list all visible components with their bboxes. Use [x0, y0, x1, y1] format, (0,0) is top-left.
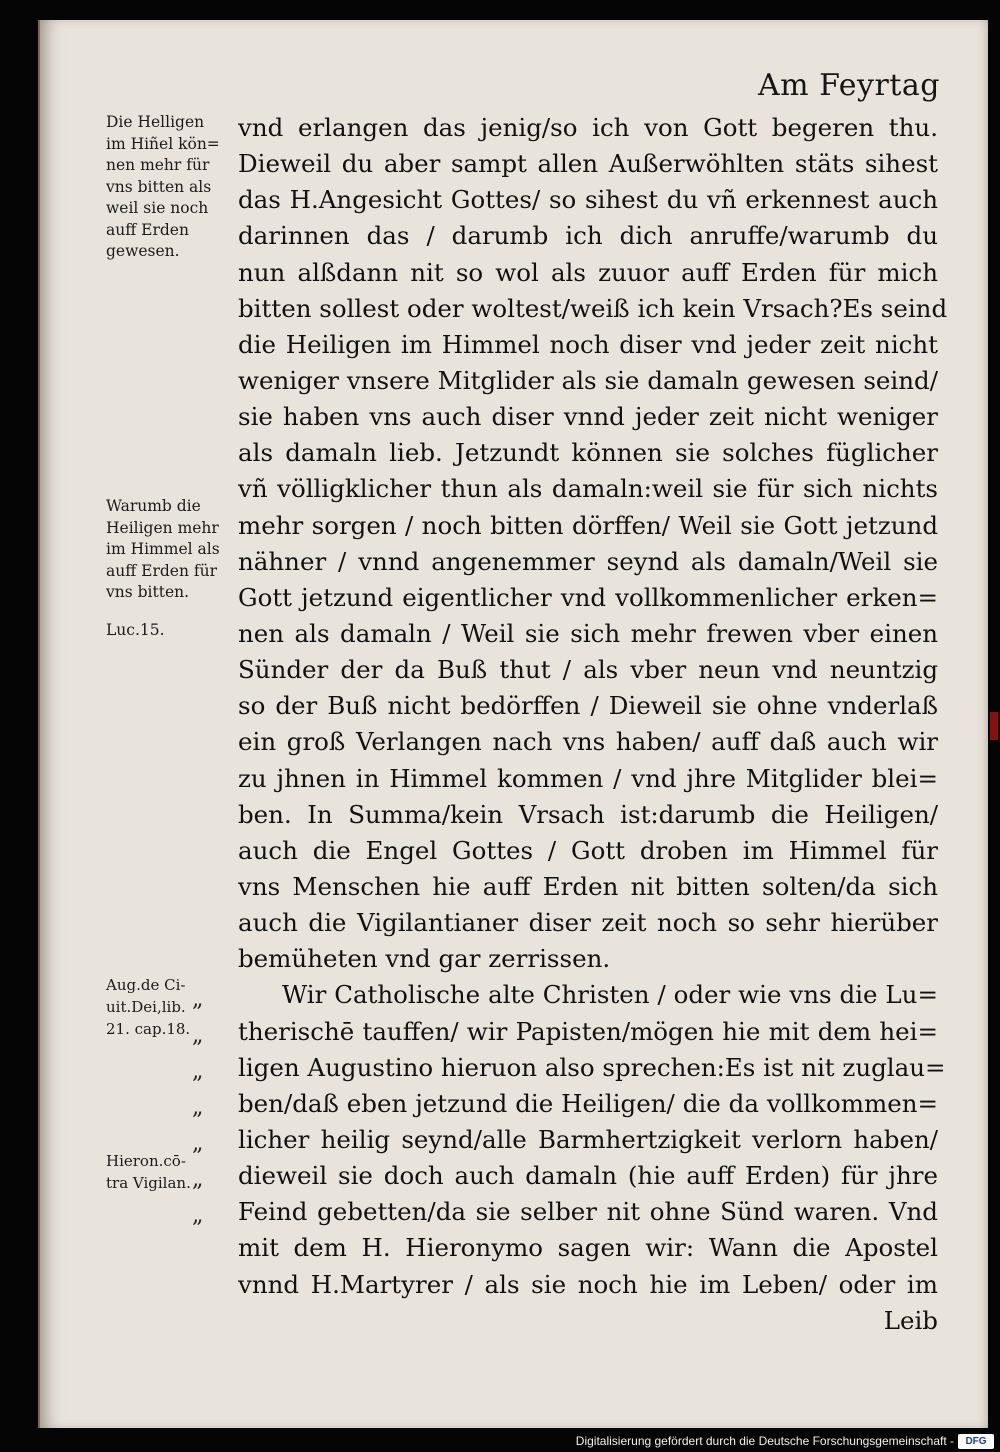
funding-credit: Digitalisierung gefördert durch die Deutsche Forschungsgemeinschaft - [575, 1434, 954, 1448]
text-line: ligen Augustino hieruon also sprechen:Es ist nit zuglau= [238, 1052, 946, 1082]
text-line: ben. In Summa/kein Vrsach ist:darumb die Heiligen/ [238, 799, 938, 829]
marginal-line: vns bitten. [106, 583, 190, 601]
text-line: mit dem H. Hieronymo sagen wir: Wann die Apostel [238, 1233, 938, 1263]
text-line: bitten sollest oder woltest/weiß ich kein Vrsach?Es seind [238, 293, 948, 323]
marginal-line: tra Vigilan. [106, 1174, 191, 1192]
text-line: ein groß Verlangen nach vns haben/ auff daß auch wir [238, 727, 938, 757]
text-line: vns Menschen hie auff Erden nit bitten solten/da sich [238, 871, 938, 901]
running-title: Am Feyrtag [757, 68, 940, 103]
marginal-line: weil sie noch [106, 199, 209, 217]
text-line: vnnd H.Martyrer / als sie noch hie im Leben/ oder im [238, 1269, 938, 1299]
text-line: auch die Engel Gottes / Gott droben im Himmel für [238, 835, 938, 865]
quotation-mark: „ [192, 1095, 204, 1120]
marginal-line: im Hiñel kön= [106, 134, 220, 153]
text-line: das H.Angesicht Gottes/ so sihest du vñ erkennest auch [238, 185, 938, 215]
footer-bar [0, 1430, 1000, 1452]
marginal-line: Die Helligen [106, 113, 205, 131]
marginal-note-jerome [106, 1150, 236, 1194]
text-line: mehr sorgen / noch bitten dörffen/ Weil sie Gott jetzund [238, 510, 938, 540]
body-text [238, 110, 948, 1339]
quotation-mark: „ [192, 1203, 204, 1228]
marginal-line: gewesen. [106, 242, 180, 260]
text-line: Dieweil du aber sampt allen Außerwöhlten stäts sihest [238, 149, 938, 179]
quotation-mark: „ [192, 987, 204, 1012]
marginal-line: Luc.15. [106, 621, 165, 639]
text-line: nähner / vnnd angenemmer seynd als damaln/Weil sie [238, 546, 938, 576]
marginal-line: uit.Dei,lib. [106, 998, 186, 1016]
catchword: Leib [883, 1305, 938, 1335]
marginal-note-saints-pray [106, 112, 236, 263]
marginal-line: Aug.de Ci- [106, 976, 186, 994]
text-line: Wir Catholische alte Christen / oder wie vns die Lu= [282, 980, 938, 1010]
text-line: vnd erlangen das jenig/so ich von Gott begeren thu. [238, 113, 938, 142]
text-line: nen als damaln / Weil sie sich mehr frewen vber einen [238, 618, 938, 648]
text-line: ben/daß eben jetzund die Heiligen/ die da vollkommen= [238, 1088, 938, 1118]
text-line: zu jhnen in Himmel kommen / vnd jhre Mitglider blei= [238, 763, 938, 793]
marginal-note-luke [106, 620, 236, 642]
text-line: Gott jetzund eigentlicher vnd vollkommenlicher erken= [238, 582, 938, 612]
text-line: nun alßdann nit so wol als zuuor auff Erden für mich [238, 257, 938, 287]
text-line: darinnen das / darumb ich dich anruffe/warumb du [238, 221, 938, 251]
text-line: Sünder der da Buß thut / als vber neun vnd neuntzig [238, 655, 938, 685]
quotation-mark: „ [192, 1023, 204, 1048]
marginal-line: 21. cap.18. [106, 1020, 191, 1038]
marginal-line: auff Erden [106, 220, 189, 239]
text-line: die Heiligen im Himmel noch diser vnd jeder zeit nicht [238, 329, 938, 359]
marginal-line: vns bitten als [106, 177, 212, 196]
marginal-line: Heiligen mehr [106, 518, 219, 537]
text-line: bemüheten vnd gar zerrissen. [238, 944, 611, 974]
marginal-line: im Himmel als [106, 540, 220, 558]
text-line: sie haben vns auch diser vnnd jeder zeit nicht weniger [238, 402, 938, 432]
quotation-mark: „ [192, 1167, 204, 1192]
text-line: auch die Vigilantianer diser zeit noch so sehr hierüber [238, 908, 938, 938]
text-line: so der Buß nicht bedörffen / Dieweil sie ohne vnderlaß [238, 691, 938, 721]
text-line: als damaln lieb. Jetzundt können sie solches füglicher [238, 438, 938, 468]
marginal-note-why-saints [106, 496, 236, 604]
marginal-line: Warumb die [106, 497, 201, 515]
page-edge-marker [990, 712, 998, 740]
text-line: therischē tauffen/ wir Papisten/mögen hie mit dem hei= [238, 1016, 938, 1046]
text-line: weniger vnsere Mitglider als sie damaln gewesen seind/ [238, 365, 938, 395]
dfg-logo-icon: DFG [958, 1434, 994, 1449]
quotation-mark: „ [192, 1131, 204, 1156]
marginal-line: auff Erden für [106, 561, 218, 580]
text-line: Feind gebetten/da sie selber nit ohne Sünd waren. Vnd [238, 1197, 938, 1227]
marginal-note-augustine [106, 974, 236, 1040]
text-line: vñ völligklicher thun als damaln:weil sie für sich nichts [238, 474, 938, 504]
marginal-line: nen mehr für [106, 156, 210, 174]
marginal-line: Hieron.cō- [106, 1152, 186, 1170]
text-line: dieweil sie doch auch damaln (hie auff Erden) für jhre [238, 1161, 938, 1191]
text-line: licher heilig seynd/alle Barmhertzigkeit verlorn haben/ [238, 1124, 938, 1154]
quotation-mark: „ [192, 1059, 204, 1084]
